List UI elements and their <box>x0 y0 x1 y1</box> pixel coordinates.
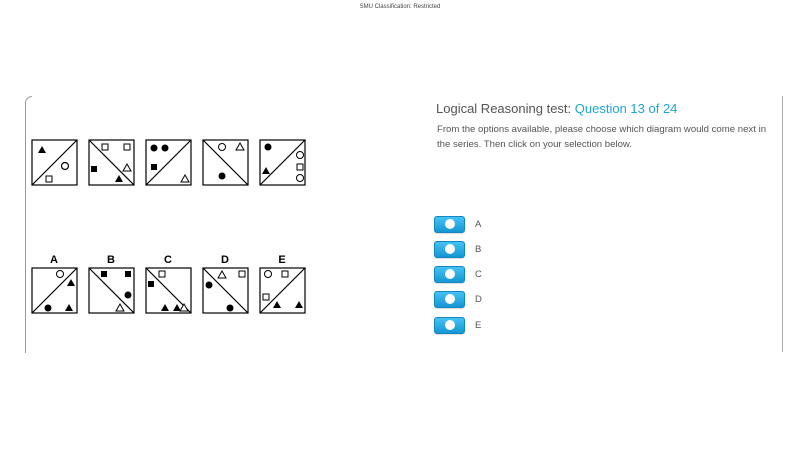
answer-letter-c: C <box>164 254 172 266</box>
question-counter: Question 13 of 24 <box>574 101 678 116</box>
answer-diagram-c <box>146 268 191 313</box>
answer-diagram-e <box>260 268 305 313</box>
option-e-label: E <box>475 319 482 331</box>
sequence-diagram-1 <box>32 140 77 185</box>
option-e[interactable] <box>434 315 481 335</box>
option-a[interactable] <box>434 214 481 234</box>
option-c-button[interactable] <box>434 266 465 283</box>
radio-dot-icon <box>445 244 455 254</box>
answer-letter-e: E <box>278 254 286 266</box>
option-c[interactable] <box>434 264 482 284</box>
sequence-diagram-2 <box>89 140 134 185</box>
radio-dot-icon <box>445 294 455 304</box>
option-d-label: D <box>475 293 482 305</box>
answer-letter-a: A <box>50 254 58 266</box>
radio-dot-icon <box>445 269 455 279</box>
option-d-button[interactable] <box>434 291 465 308</box>
answer-diagram-b <box>89 268 134 313</box>
test-name: Logical Reasoning test: <box>436 101 572 116</box>
option-d[interactable] <box>434 289 482 309</box>
option-c-label: C <box>475 268 482 280</box>
sequence-diagram-3 <box>146 140 191 185</box>
option-a-label: A <box>475 218 482 230</box>
answer-letter-d: D <box>221 254 229 266</box>
option-e-button[interactable] <box>434 317 465 334</box>
option-a-button[interactable] <box>434 216 465 233</box>
question-title <box>436 101 677 116</box>
sequence-diagram-4 <box>203 140 248 185</box>
sequence-diagram-5 <box>260 140 305 185</box>
answer-letter-b: B <box>107 254 115 266</box>
option-b-label: B <box>475 243 482 255</box>
answer-diagram-d <box>203 268 248 313</box>
answer-diagram-a <box>32 268 77 313</box>
question-instructions: From the options available, please choose which diagram would come next in the series. Then click on your selection below. <box>437 124 767 150</box>
option-b-button[interactable] <box>434 241 465 258</box>
option-b[interactable] <box>434 239 481 259</box>
classification-banner: SMU Classification: Restricted <box>359 4 441 10</box>
radio-dot-icon <box>445 219 455 229</box>
radio-dot-icon <box>445 320 455 330</box>
